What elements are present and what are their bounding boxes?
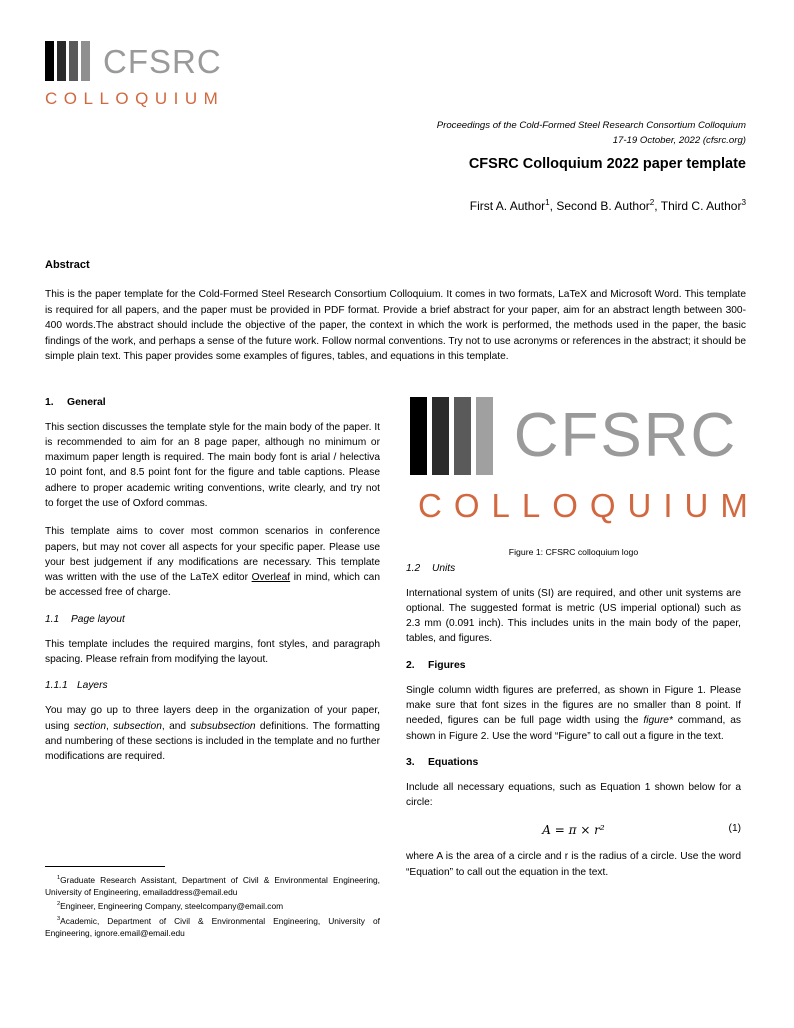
proceedings-line-1: Proceedings of the Cold-Formed Steel Research Consortium Colloquium [436,120,746,131]
abstract-heading: Abstract [45,259,90,271]
footnote-3-text: Academic, Department of Civil & Environmental Engineering, University of Engineering, ignore.email@email.edu [45,915,380,938]
page-title: CFSRC Colloquium 2022 paper template [468,156,746,172]
figure-1 [406,393,760,557]
author-2: Second B. Author [556,199,650,213]
figure-logo-bars-icon [410,397,498,475]
figure-logo-subtext: COLLOQUIUM [418,486,760,524]
section-1-1-heading [45,614,380,625]
figure-logo-wordmark: CFSRC [513,400,738,470]
left-p4-part-a: You may go up to three layers deep in the organization of your paper, using [45,705,380,732]
footnote-1-text: Graduate Research Assistant, Department of Civil & Environmental Engineering, University of Engineering, emailaddress@email.edu [45,875,380,898]
footnote-2 [45,900,380,912]
section-1-1-1-number: 1.1.1 [45,680,68,692]
author-2-marker: 2 [649,198,655,207]
right-column [406,393,760,894]
logo-bars-icon [45,41,93,81]
author-1-marker: 1 [545,198,550,207]
proceedings-line-2: 17-19 October, 2022 (cfsrc.org) [612,135,746,147]
equation-1-number: (1) [728,823,741,835]
right-p2-part-a: Single column width figures are preferred, as shown in Figure 1. Please make sure that font sizes in the figures are no smaller than 8 point. If needed, figures can be full page width using the [406,684,741,727]
term-figure-star: figure* [643,715,673,727]
left-p4-part-b: , [105,720,114,732]
section-2-title: Figures [428,659,466,671]
footnote-2-text: Engineer, Engineering Company, steelcompany@email.com [60,901,284,912]
section-1-1-1-title: Layers [77,680,108,692]
figure-1-caption: Figure 1: CFSRC colloquium logo [508,546,639,557]
footnote-1 [45,874,380,898]
left-paragraph-1: This section discusses the template style for the main body of the paper. It is recommended to aim for an 8 page paper, although no minimum or maximum paper length is required. The main body font is arial / helectiva 10 point font, and 8.5 point font for the figure and table captions. Please adhere to proper academic writing conventions, write clearly, and try not to forget the use of Oxford commas. [45,421,380,509]
equation-1 [406,823,741,837]
footnote-2-marker: 2 [57,901,61,908]
section-1-heading [45,397,380,408]
left-paragraph-2 [45,524,380,600]
section-1-1-number: 1.1 [45,613,60,625]
footnotes [45,866,380,941]
section-1-2-title: Units [432,562,456,574]
overleaf-link[interactable]: Overleaf [251,572,291,584]
footnote-3 [45,915,380,939]
authors-line [0,198,746,213]
proceedings-line [437,118,746,149]
abstract-body: This is the paper template for the Cold-Formed Steel Research Consortium Colloquium. It comes in two formats, LaTeX and Microsoft Word. This template is required for all papers, and the paper must be provided in PDF format. Provide a brief abstract for your paper, aim for an abstract length between 300-400 words.The abstract should include the objective of the paper, the context in which the work is performed, the methods used in the paper, the basic findings of the work, and perhaps a sense of the future work. Follow normal conventions. Try not to use acronyms or references in the abstract; it should be simple plain text. This paper provides some examples of figures, tables, and equations in this template. [45,289,746,362]
left-column [45,393,380,894]
footnote-rule [45,866,165,867]
term-subsubsection: subsubsection [190,720,256,732]
left-paragraph-4 [45,703,380,764]
section-1-title: General [67,396,106,408]
right-paragraph-2 [406,683,741,744]
logo-row [45,40,275,82]
logo-subtext: COLLOQUIUM [45,89,225,108]
logo-wordmark: CFSRC [103,42,222,80]
equation-1-body: A = π × r² [542,823,605,838]
section-3-number: 3. [406,756,415,768]
right-paragraph-3: Include all necessary equations, such as Equation 1 shown below for a circle: [406,781,741,809]
author-3-marker: 3 [741,198,746,207]
section-1-1-title: Page layout [71,613,125,625]
right-p2-part-b: command, as shown in Figure 2. Use the word “Figure” to call out a figure in the text. [406,715,741,742]
footnote-3-marker: 3 [57,915,61,922]
section-2-number: 2. [406,659,415,671]
left-p2-part-b: in mind, which can be accessed free of charge. [45,572,380,599]
author-3: Third C. Author [660,199,742,213]
left-p4-part-d: definitions. The formatting and numbering of these sections is included in the template and no further modifications are required. [45,720,380,763]
author-sep-2: , [654,199,661,213]
cfsrc-logo [45,40,275,109]
footnote-1-marker: 1 [57,875,61,882]
section-1-1-1-heading [45,680,380,691]
body-columns [45,393,760,894]
right-paragraph-4: where A is the area of a circle and r is the radius of a circle. Use the word “Equation” to call out the equation in the text. [406,851,741,878]
left-paragraph-3: This template includes the required margins, font styles, and paragraph spacing. Please refrain from modifying the layout. [45,638,380,666]
author-sep-1: , [549,199,557,213]
author-1: First A. Author [469,199,546,213]
right-paragraph-1: International system of units (SI) are required, and other unit systems are optional. The suggested format is metric (US imperial optional) such as 2.3 mm (0.091 inch). This includes units in the main body of the paper, tables, and figures. [406,587,741,645]
term-section: section [73,720,106,732]
left-p2-part-a: This template aims to cover most common scenarios in conference papers, but may not cover all aspects for your specific paper. Please use your best judgement if any modifications are necessary. This template was written with the use of the LaTeX editor [45,526,380,584]
section-1-number: 1. [45,396,54,408]
figure-1-logo [406,393,741,479]
term-subsection: subsection [113,720,162,732]
section-2-heading [406,660,741,671]
section-3-heading [406,757,741,768]
section-3-title: Equations [428,756,479,768]
page-header [0,0,794,147]
left-p4-part-c: , and [161,720,191,732]
section-1-2-number: 1.2 [406,562,421,574]
abstract-section [45,259,746,365]
title-block [0,156,794,213]
section-1-2-heading [406,563,741,574]
